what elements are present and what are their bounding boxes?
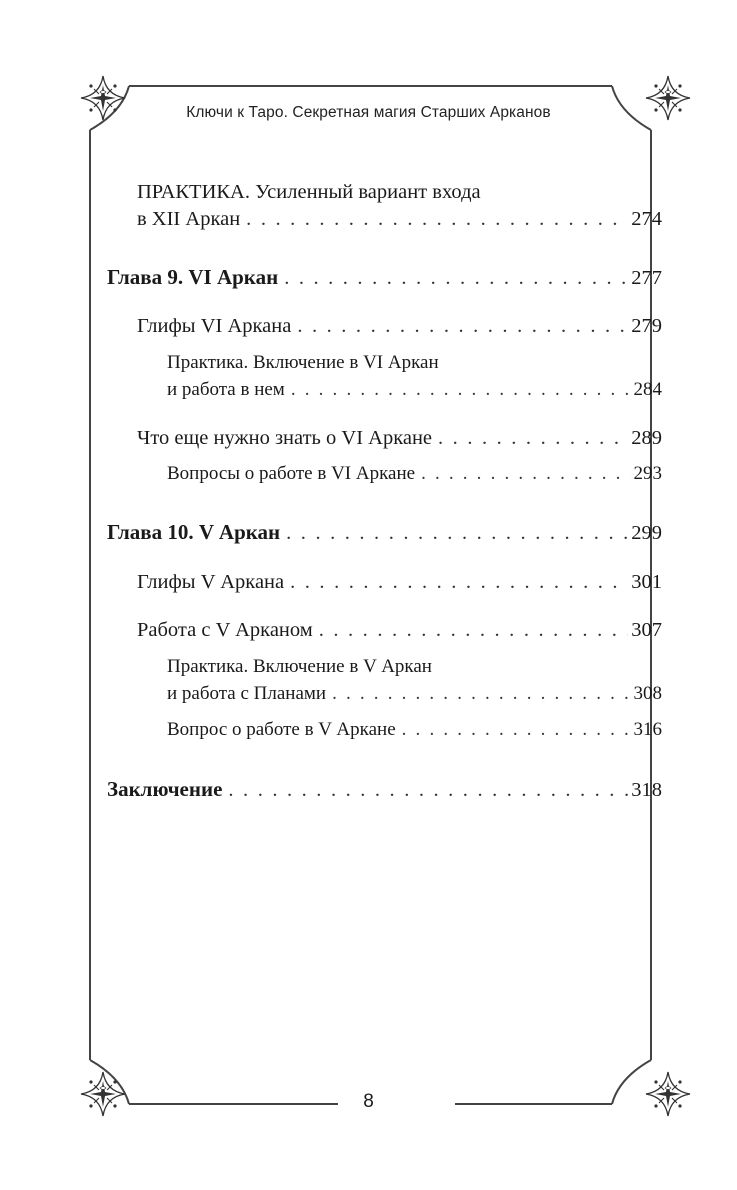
toc-entry-line: Практика. Включение в VI Аркан	[167, 352, 439, 373]
toc-page-number: 277	[631, 267, 662, 289]
toc-entry-title: и работа в нем	[167, 379, 285, 400]
toc-entry	[167, 464, 662, 483]
toc-dot-leader	[284, 268, 628, 289]
toc-dot-leader	[438, 428, 628, 449]
toc-dot-leader	[286, 523, 628, 544]
toc-entry-title: в XII Аркан	[137, 208, 241, 230]
toc-dot-leader	[228, 780, 628, 801]
toc-page-number: 284	[633, 379, 662, 400]
toc-page-number: 301	[631, 571, 662, 593]
toc-dot-leader	[291, 380, 631, 399]
toc-dot-leader	[290, 572, 628, 593]
toc-dot-leader	[332, 684, 630, 703]
toc-entry-title: Вопросы о работе в VI Аркане	[167, 463, 416, 484]
toc-page-number: 308	[633, 683, 662, 704]
toc-entry-title: Глифы VI Аркана	[137, 315, 292, 337]
toc-chapter-title: Глава 9. VI Аркан	[107, 265, 279, 289]
running-header: Ключи к Таро. Секретная магия Старших Арканов	[186, 104, 551, 121]
toc-page-number: 293	[633, 463, 662, 484]
toc-dot-leader	[319, 620, 629, 641]
toc-page-number: 316	[633, 719, 662, 740]
toc-page-number: 299	[631, 522, 662, 544]
toc-entry	[167, 720, 662, 739]
toc-entry	[137, 572, 662, 593]
toc-page-number: 307	[631, 619, 662, 641]
toc-entry-title: Что еще нужно знать о VI Аркане	[137, 427, 433, 449]
toc-page-number: 318	[631, 779, 662, 801]
toc-entry-line: ПРАКТИКА. Усиленный вариант входа	[137, 181, 481, 203]
toc-entry	[137, 620, 662, 641]
toc-dot-leader	[246, 209, 628, 230]
toc-chapter-entry	[107, 522, 662, 544]
toc-entry	[167, 684, 662, 703]
toc-dot-leader	[421, 464, 630, 483]
toc-entry-title: Глифы V Аркана	[137, 571, 285, 593]
toc-dot-leader	[297, 316, 628, 337]
toc-page-number: 289	[631, 427, 662, 449]
page-number: 8	[363, 1091, 374, 1112]
toc-entry-title: Вопрос о работе в V Аркане	[167, 719, 396, 740]
toc-entry	[137, 209, 662, 230]
toc-entry-title: Работа с V Арканом	[137, 619, 313, 641]
toc-chapter-entry	[107, 779, 662, 801]
toc-chapter-title: Заключение	[107, 777, 223, 801]
toc-entry	[137, 428, 662, 449]
toc-page-number: 279	[631, 315, 662, 337]
toc-chapter-entry	[107, 267, 662, 289]
toc-entry	[137, 316, 662, 337]
toc-page-number: 274	[631, 208, 662, 230]
toc-chapter-title: Глава 10. V Аркан	[107, 520, 281, 544]
toc-entry-title: и работа с Планами	[167, 683, 327, 704]
toc-entry-line: Практика. Включение в V Аркан	[167, 656, 432, 677]
toc-dot-leader	[402, 720, 631, 739]
toc-entry	[167, 380, 662, 399]
